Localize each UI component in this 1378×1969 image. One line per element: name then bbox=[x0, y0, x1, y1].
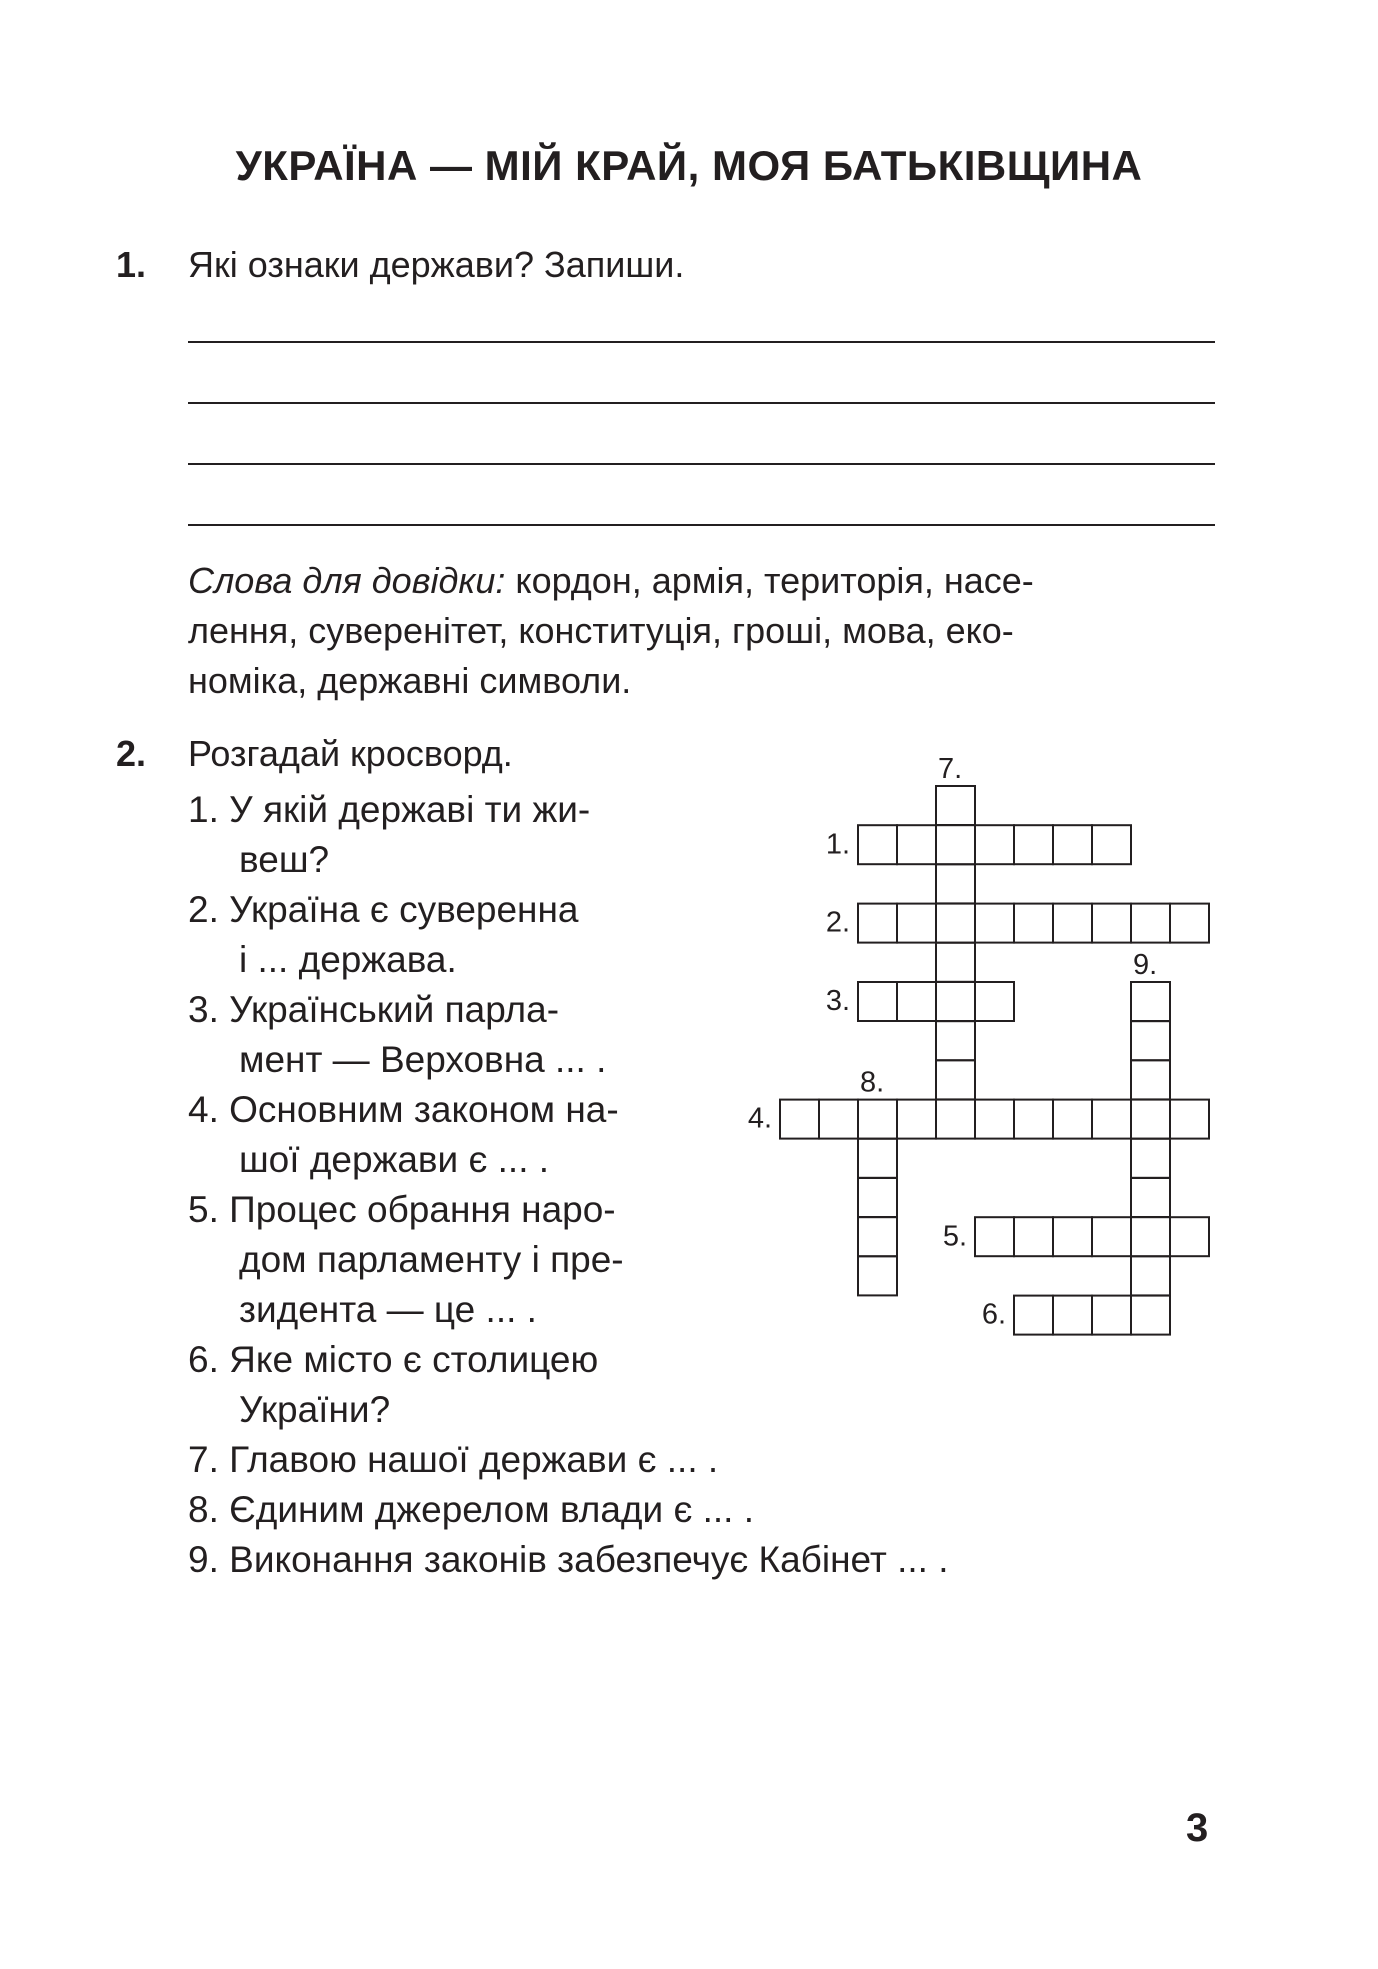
crossword-cell[interactable] bbox=[1131, 1139, 1170, 1178]
page-title: УКРАЇНА — МІЙ КРАЙ, МОЯ БАТЬКІВЩИНА bbox=[235, 142, 1143, 189]
clue-8: 8. Єдиним джерелом влади є ... . bbox=[188, 1489, 755, 1530]
clue-word: парламенту bbox=[316, 1239, 522, 1280]
crossword-cell[interactable] bbox=[975, 825, 1014, 864]
crossword-cell[interactable] bbox=[897, 825, 936, 864]
clue-word: законом bbox=[413, 1089, 556, 1130]
crossword-cell[interactable] bbox=[858, 1139, 897, 1178]
crossword-cell[interactable] bbox=[1131, 982, 1170, 1021]
clue-4-line-2: шої держави є ... . bbox=[239, 1139, 550, 1180]
crossword-label: 9. bbox=[1133, 949, 1158, 981]
crossword-cell[interactable] bbox=[1131, 1256, 1170, 1295]
crossword-cell[interactable] bbox=[936, 904, 975, 943]
clue-3-line-1: 3. Український парла- bbox=[188, 989, 560, 1030]
crossword-cell[interactable] bbox=[1053, 825, 1092, 864]
clue-6-line-2: України? bbox=[239, 1389, 391, 1430]
crossword-cell[interactable] bbox=[1014, 904, 1053, 943]
crossword-label: 4. bbox=[747, 1102, 772, 1135]
clue-word: 1. У bbox=[188, 789, 253, 830]
crossword-cell[interactable] bbox=[1092, 904, 1131, 943]
clue-word: дом bbox=[239, 1239, 307, 1280]
clue-word: є bbox=[402, 1339, 422, 1380]
clue-word: суверенна bbox=[399, 889, 579, 930]
task-2-number: 2. bbox=[116, 733, 147, 774]
crossword-cell[interactable] bbox=[1053, 1296, 1092, 1335]
crossword-cell[interactable] bbox=[1131, 1060, 1170, 1099]
clue-word: 2. Україна bbox=[188, 889, 360, 930]
crossword-cell[interactable] bbox=[936, 825, 975, 864]
clue-2-line-2: і ... держава. bbox=[239, 939, 457, 980]
clue-7: 7. Главою нашої держави є ... . bbox=[188, 1439, 719, 1480]
clue-word: 6. Яке bbox=[188, 1339, 294, 1380]
crossword-cell[interactable] bbox=[936, 982, 975, 1021]
clue-word: пре- bbox=[550, 1239, 624, 1280]
clue-word: обрання bbox=[367, 1189, 511, 1230]
crossword-cell[interactable] bbox=[1014, 825, 1053, 864]
task-1-number: 1. bbox=[116, 244, 147, 285]
crossword-cell[interactable] bbox=[1131, 1296, 1170, 1335]
clue-word: на- bbox=[565, 1089, 619, 1130]
crossword-cell[interactable] bbox=[936, 943, 975, 982]
crossword-cell[interactable] bbox=[897, 982, 936, 1021]
crossword-label: 1. bbox=[825, 828, 850, 861]
task-2-prompt: Розгадай кросворд. bbox=[188, 733, 513, 774]
clue-word: жи- bbox=[532, 789, 591, 830]
crossword-cell[interactable] bbox=[1131, 904, 1170, 943]
clue-word: є bbox=[369, 889, 389, 930]
crossword-cell[interactable] bbox=[780, 1100, 819, 1139]
crossword-cell[interactable] bbox=[1014, 1296, 1053, 1335]
crossword-cell[interactable] bbox=[975, 982, 1014, 1021]
crossword-cell[interactable] bbox=[1170, 1100, 1209, 1139]
crossword-cell[interactable] bbox=[819, 1100, 858, 1139]
clue-5-line-3: зидента — це ... . bbox=[239, 1289, 537, 1330]
reference-words-line-2: лення, суверенітет, конституція, гроші, мова, еко- bbox=[188, 610, 1014, 651]
clue-word: столицею bbox=[432, 1339, 599, 1380]
crossword-cell[interactable] bbox=[858, 1256, 897, 1295]
crossword-cell[interactable] bbox=[1014, 1100, 1053, 1139]
crossword-cell[interactable] bbox=[858, 1100, 897, 1139]
clue-word: якій bbox=[262, 789, 329, 830]
crossword-cell[interactable] bbox=[975, 1217, 1014, 1256]
crossword-cell[interactable] bbox=[1053, 904, 1092, 943]
crossword-cell[interactable] bbox=[1170, 1217, 1209, 1256]
crossword-cell[interactable] bbox=[1131, 1178, 1170, 1217]
clue-word: місто bbox=[303, 1339, 393, 1380]
clue-3-line-2: мент — Верховна ... . bbox=[239, 1039, 607, 1080]
reference-words-label: Слова для довідки: bbox=[188, 560, 506, 601]
crossword-cell[interactable] bbox=[858, 904, 897, 943]
crossword-cell[interactable] bbox=[858, 1217, 897, 1256]
crossword-cell[interactable] bbox=[936, 786, 975, 825]
crossword-cell[interactable] bbox=[858, 1178, 897, 1217]
crossword-label: 6. bbox=[981, 1298, 1006, 1331]
page-number: 3 bbox=[1186, 1806, 1209, 1850]
crossword-cell[interactable] bbox=[1014, 1217, 1053, 1256]
crossword-cell[interactable] bbox=[1131, 1217, 1170, 1256]
crossword-cell[interactable] bbox=[1170, 904, 1209, 943]
crossword-cell[interactable] bbox=[936, 864, 975, 903]
crossword-cell[interactable] bbox=[897, 904, 936, 943]
crossword-cell[interactable] bbox=[936, 1060, 975, 1099]
crossword-cell[interactable] bbox=[858, 982, 897, 1021]
crossword-label: 8. bbox=[860, 1066, 885, 1099]
crossword-cell[interactable] bbox=[1092, 825, 1131, 864]
crossword-cell[interactable] bbox=[1131, 1100, 1170, 1139]
crossword-label: 7. bbox=[938, 753, 963, 785]
clue-word: наро- bbox=[521, 1189, 616, 1230]
crossword-cell[interactable] bbox=[936, 1100, 975, 1139]
crossword-cell[interactable] bbox=[936, 1021, 975, 1060]
crossword-label: 3. bbox=[825, 985, 850, 1018]
crossword-cell[interactable] bbox=[1092, 1217, 1131, 1256]
reference-words-text-1: кордон, армія, територія, насе- bbox=[505, 560, 1034, 601]
crossword-cell[interactable] bbox=[1131, 1021, 1170, 1060]
reference-words-line-3: номіка, державні символи. bbox=[188, 660, 632, 701]
crossword-cell[interactable] bbox=[975, 1100, 1014, 1139]
task-1-prompt: Які ознаки держави? Запиши. bbox=[188, 244, 685, 285]
crossword-label: 5. bbox=[942, 1220, 967, 1253]
clue-word: і bbox=[531, 1239, 540, 1280]
crossword-cell[interactable] bbox=[1092, 1296, 1131, 1335]
crossword-cell[interactable] bbox=[1053, 1217, 1092, 1256]
clue-word: ти bbox=[484, 789, 523, 830]
crossword-cell[interactable] bbox=[1092, 1100, 1131, 1139]
clue-word: 5. Процес bbox=[188, 1189, 357, 1230]
crossword-cell[interactable] bbox=[897, 1100, 936, 1139]
crossword-cell[interactable] bbox=[975, 904, 1014, 943]
crossword-cell[interactable] bbox=[1053, 1100, 1092, 1139]
clue-1-line-2: веш? bbox=[239, 839, 330, 880]
clue-word: 4. Основним bbox=[188, 1089, 404, 1130]
clue-9: 9. Виконання законів забезпечує Кабінет ... . bbox=[188, 1539, 949, 1580]
clue-word: державі bbox=[338, 789, 475, 830]
crossword-label: 2. bbox=[825, 906, 850, 939]
crossword-cell[interactable] bbox=[858, 825, 897, 864]
